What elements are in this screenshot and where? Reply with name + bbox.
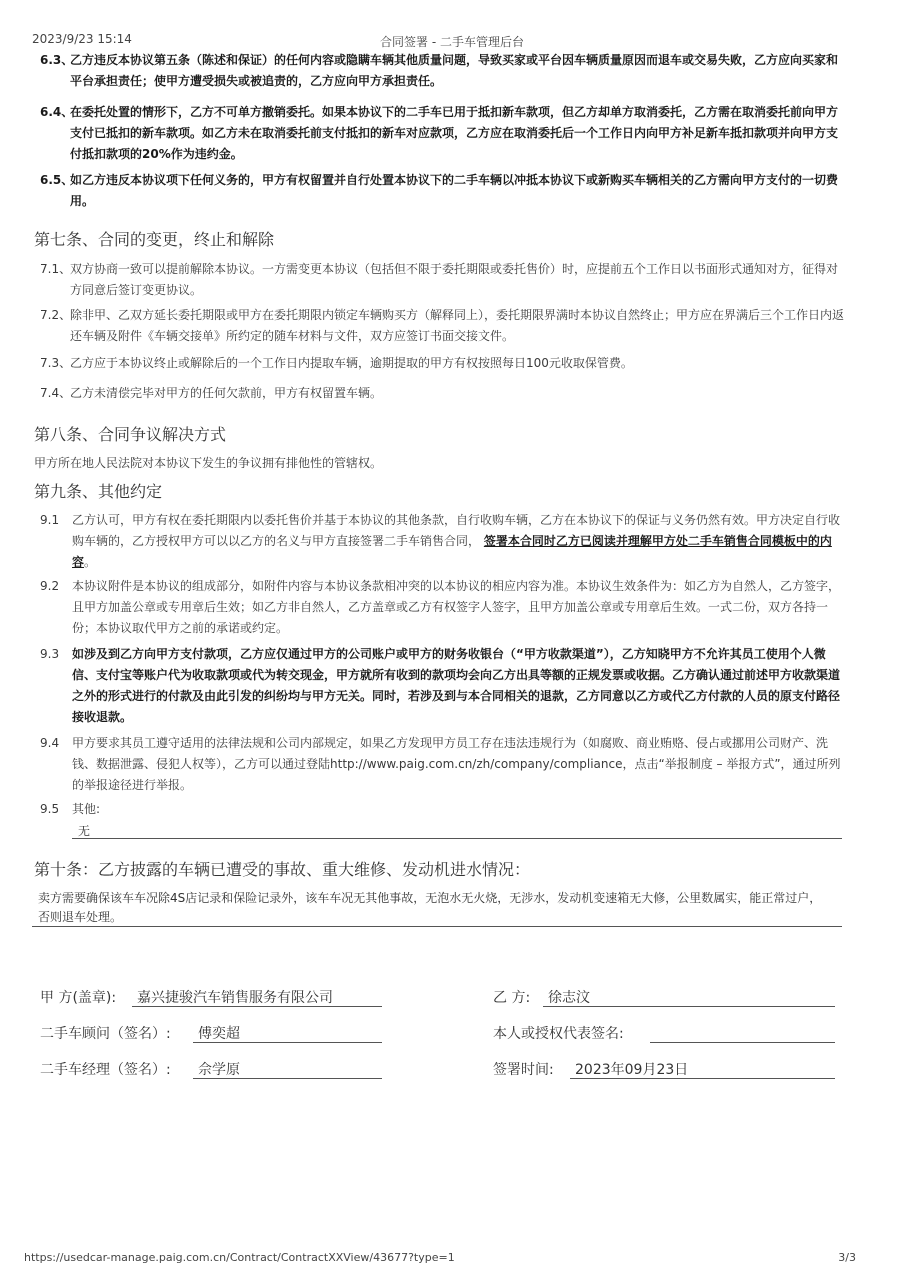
manager-label: 二手车经理（签名）: <box>40 1062 171 1078</box>
clause-number: 6.5、 <box>40 173 74 187</box>
clause-6-4 <box>40 102 848 165</box>
clause-9-4 <box>40 733 848 796</box>
rep-signature-label: 本人或授权代表签名: <box>493 1026 624 1042</box>
clause-number: 9.4 <box>40 736 60 750</box>
clause-6-5 <box>40 170 848 212</box>
clause-number: 7.2、 <box>40 308 72 322</box>
party-a-line <box>132 1006 382 1007</box>
advisor-label: 二手车顾问（签名）: <box>40 1026 171 1042</box>
page-url: https://usedcar-manage.paig.com.cn/Contract/ContractXXView/43677?type=1 <box>24 1251 455 1264</box>
clause-number: 7.1、 <box>40 262 72 276</box>
clause-7-3 <box>40 353 848 374</box>
clause-text: 如乙方违反本协议项下任何义务的，甲方有权留置并自行处置本协议下的二手车辆以冲抵本协议下或新购买车辆相关的乙方需向甲方支付的一切费用。 <box>70 173 839 208</box>
clause-7-2 <box>40 305 848 347</box>
party-b-line <box>543 1006 835 1007</box>
clause-text: 乙方未清偿完毕对甲方的任何欠款前，甲方有权留置车辆。 <box>70 386 383 400</box>
manager-line <box>193 1078 382 1079</box>
sign-time-label: 签署时间: <box>493 1062 554 1078</box>
clause-number: 6.4、 <box>40 105 74 119</box>
clause-6-3 <box>40 50 848 92</box>
clause-9-5 <box>40 799 848 820</box>
clause-number: 7.4、 <box>40 386 72 400</box>
clause-text: 在委托处置的情形下，乙方不可单方撤销委托。如果本协议下的二手车已用于抵扣新车款项，但乙方却单方取消委托，乙方需在取消委托前向甲方支付已抵扣的新车款项。如乙方未在取消委托前支付抵扣的新车对应款项，乙方应在取消委托后一个工作日内向甲方补足新车抵扣款项并向甲方支付抵扣款项的20%作为违约金。 <box>70 105 839 161</box>
section-9-title: 第九条、其他约定 <box>34 482 163 501</box>
advisor-value: 傅奕超 <box>198 1026 240 1042</box>
page-number: 3/3 <box>838 1251 856 1264</box>
page-title: 合同签署 - 二手车管理后台 <box>380 35 524 49</box>
manager-value: 佘学原 <box>198 1062 240 1078</box>
clause-9-3 <box>40 644 848 728</box>
clause-number: 9.3 <box>40 647 60 661</box>
party-b-value: 徐志汶 <box>548 990 590 1006</box>
clause-text: 除非甲、乙双方延长委托期限或甲方在委托期限内锁定车辆购买方（解释同上），委托期限界满时本协议自然终止；甲方应在界满后三个工作日内返还车辆及附件《车辆交接单》所约定的随车材料与文件，双方应签订书面交接文件。 <box>70 308 845 343</box>
other-terms-value: 无 <box>78 824 91 838</box>
clause-text: 如涉及到乙方向甲方支付款项，乙方应仅通过甲方的公司账户或甲方的财务收银台（“甲方收款渠道”），乙方知晓甲方不允许其员工使用个人微信、支付宝等账户代为收取款项或代为转交现金，甲方就所有收到的款项均会向乙方出具等额的正规发票或收据。乙方确认通过前述甲方收款渠道之外的形式进行的付款及由此引发的纠纷均与甲方无关。同时，若涉及到与本合同相关的退款，乙方同意以乙方或代乙方付款的人员的原支付路径接收退款。 <box>72 647 841 724</box>
clause-7-1 <box>40 259 848 301</box>
party-a-label: 甲 方(盖章): <box>40 990 117 1006</box>
clause-label: 其他: <box>72 802 101 816</box>
sign-time-value: 2023年09月23日 <box>575 1062 689 1078</box>
clause-number: 9.2 <box>40 579 60 593</box>
clause-text: 本协议附件是本协议的组成部分，如附件内容与本协议条款相冲突的以本协议的相应内容为准。本协议生效条件为：如乙方为自然人，乙方签字，且甲方加盖公章或专用章后生效；如乙方非自然人，乙方盖章或乙方有权签字人签字，且甲方加盖公章或专用章后生效。一式二份，双方各持一份；本协议取代甲方之前的承诺或约定。 <box>72 579 841 635</box>
clause-number: 7.3、 <box>40 356 72 370</box>
rep-signature-line <box>650 1042 835 1043</box>
clause-text: 乙方违反本协议第五条（陈述和保证）的任何内容或隐瞒车辆其他质量问题，导致买家或平台因车辆质量原因而退车或交易失败，乙方应向买家和平台承担责任；使甲方遭受损失或被追责的，乙方应向甲方承担责任。 <box>70 53 839 88</box>
clause-number: 9.1 <box>40 513 60 527</box>
section-10-title: 第十条：乙方披露的车辆已遭受的事故、重大维修、发动机进水情况： <box>34 860 531 879</box>
other-terms-underline <box>72 838 842 839</box>
clause-7-4 <box>40 383 848 404</box>
clause-9-1-emphasis: 签署本合同时乙方已阅读并理解甲方处二手车销售合同模板中的内容 <box>72 534 832 569</box>
clause-number: 9.5 <box>40 802 60 816</box>
party-b-label: 乙 方: <box>493 990 531 1006</box>
advisor-line <box>193 1042 382 1043</box>
clause-text: 双方协商一致可以提前解除本协议。一方需变更本协议（包括但不限于委托期限或委托售价）时，应提前五个工作日以书面形式通知对方，征得对方同意后签订变更协议。 <box>70 262 839 297</box>
section-7-title: 第七条、合同的变更，终止和解除 <box>34 230 275 249</box>
clause-text: 乙方认可，甲方有权在委托期限内以委托售价并基于本协议的其他条款，自行收购车辆，乙方在本协议下的保证与义务仍然有效。甲方决定自行收购车辆的，乙方授权甲方可以以乙方的名义与甲方直接签署二手车销售合同， 签署本合同时乙方已阅读并理解甲方处二手车销售合同模板中的内容。 <box>72 513 841 569</box>
clause-number: 6.3、 <box>40 53 74 67</box>
clause-text: 甲方要求其员工遵守适用的法律法规和公司内部规定，如果乙方发现甲方员工存在违法违规行为（如腐败、商业贿赂、侵占或挪用公司财产、洗钱、数据泄露、侵犯人权等），乙方可以通过登陆http://www.paig.com.cn/zh/company/compliance，点击“举报制度 – 举报方式”，通过所列的举报途径进行举报。 <box>72 736 841 792</box>
clause-text: 乙方应于本协议终止或解除后的一个工作日内提取车辆，逾期提取的甲方有权按照每日100元收取保管费。 <box>70 356 633 370</box>
clause-9-2 <box>40 576 848 639</box>
party-a-value: 嘉兴捷骏汽车销售服务有限公司 <box>137 990 333 1006</box>
section-10-underline <box>32 926 842 927</box>
section-8-title: 第八条、合同争议解决方式 <box>34 425 227 444</box>
sign-time-line <box>570 1078 835 1079</box>
clause-9-1 <box>40 510 848 573</box>
print-datetime: 2023/9/23 15:14 <box>32 32 132 46</box>
section-10-text: 卖方需要确保该车车况除4S店记录和保险记录外，该车车况无其他事故，无泡水无火烧，无涉水，发动机变速箱无大修，公里数属实，能正常过户，否则退车处理。 <box>38 891 822 924</box>
section-8-text: 甲方所在地人民法院对本协议下发生的争议拥有排他性的管辖权。 <box>34 456 383 470</box>
